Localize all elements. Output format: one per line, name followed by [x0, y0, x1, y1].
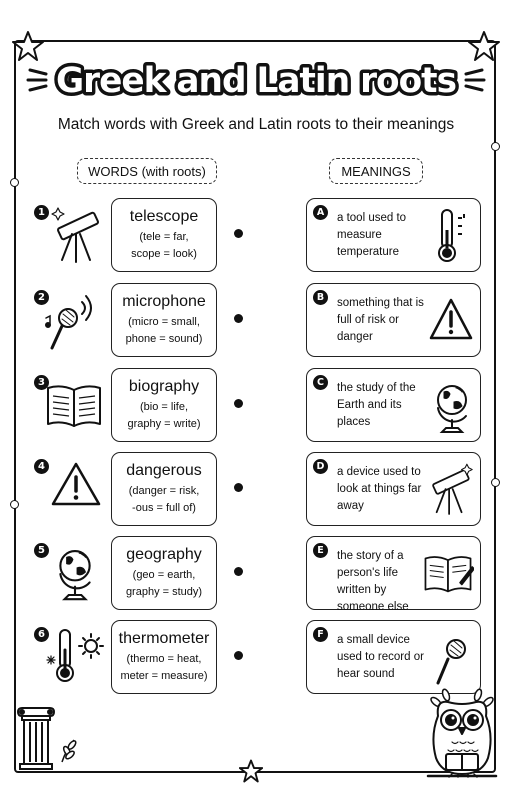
- border-dot: [10, 500, 19, 509]
- warning-sign-icon: [428, 296, 474, 344]
- meaning-card-f: [306, 620, 481, 694]
- word-text: thermometer: [118, 630, 210, 647]
- word-number: 6: [34, 627, 49, 642]
- match-point-word-4[interactable]: [234, 483, 243, 492]
- meaning-letter: A: [313, 205, 328, 220]
- border-dot: [491, 142, 500, 151]
- word-text: telescope: [129, 208, 199, 225]
- word-card-geography: [111, 536, 217, 610]
- word-number: 3: [34, 375, 49, 390]
- meaning-text: the study of the Earth and its places: [337, 382, 416, 428]
- meaning-card-c: [306, 368, 481, 442]
- globe-icon: [430, 376, 474, 436]
- words-column-header: WORDS (with roots): [77, 158, 217, 184]
- word-number: 5: [34, 543, 49, 558]
- word-roots: (geo = earth, graphy = study): [125, 569, 203, 598]
- word-card-dangerous: [111, 452, 217, 526]
- word-roots: (tele = far, scope = look): [131, 231, 197, 260]
- word-roots: (bio = life, graphy = write): [127, 401, 201, 430]
- meaning-card-d: [306, 452, 481, 526]
- meanings-column-header: MEANINGS: [329, 158, 423, 184]
- word-number: 1: [34, 205, 49, 220]
- word-card-microphone: [111, 283, 217, 357]
- globe-icon: [52, 540, 98, 604]
- word-card-biography: [111, 368, 217, 442]
- owl-icon: [424, 686, 500, 782]
- meaning-letter: F: [313, 627, 328, 642]
- title-banner: [0, 48, 512, 106]
- word-roots: (micro = small, phone = sound): [125, 316, 203, 345]
- meaning-letter: C: [313, 375, 328, 390]
- match-point-word-2[interactable]: [234, 314, 243, 323]
- word-number: 4: [34, 459, 49, 474]
- word-card-thermometer: [111, 620, 217, 694]
- word-number: 2: [34, 290, 49, 305]
- word-card-telescope: [111, 198, 217, 272]
- border-dot: [491, 478, 500, 487]
- meaning-text: the story of a person's life written by someone else: [337, 550, 409, 613]
- column-icon: [16, 706, 56, 770]
- meaning-text: a small device used to record or hear sound: [337, 634, 424, 680]
- telescope-icon: [426, 460, 474, 520]
- word-text: geography: [126, 546, 202, 563]
- page-title: Greek and Latin roots: [56, 61, 457, 101]
- meaning-text: something that is full of risk or danger: [337, 297, 424, 343]
- match-point-word-6[interactable]: [234, 651, 243, 660]
- star-icon: [239, 759, 263, 783]
- warning-sign-icon: [50, 460, 102, 510]
- microphone-icon: [40, 288, 104, 352]
- laurel-icon: [58, 736, 78, 764]
- word-text: microphone: [122, 293, 206, 310]
- microphone-icon: [430, 633, 474, 687]
- meaning-letter: D: [313, 459, 328, 474]
- meaning-card-e: [306, 536, 481, 613]
- open-book-icon: [422, 551, 474, 597]
- meaning-letter: E: [313, 543, 328, 558]
- border-dot: [10, 178, 19, 187]
- meaning-text: a device used to look at things far away: [337, 466, 422, 512]
- thermometer-icon: [44, 624, 104, 686]
- match-point-word-1[interactable]: [234, 229, 243, 238]
- telescope-icon: [50, 206, 104, 264]
- thermometer-icon: [430, 206, 474, 264]
- meaning-letter: B: [313, 290, 328, 305]
- match-point-word-3[interactable]: [234, 399, 243, 408]
- word-roots: (danger = risk, -ous = full of): [128, 485, 200, 514]
- match-point-word-5[interactable]: [234, 567, 243, 576]
- word-text: dangerous: [126, 462, 202, 479]
- meaning-text: a tool used to measure temperature: [337, 212, 407, 258]
- open-book-icon: [44, 380, 104, 432]
- instructions: Match words with Greek and Latin roots to their meanings: [57, 116, 455, 133]
- meaning-card-b: [306, 283, 481, 357]
- word-text: biography: [128, 378, 200, 395]
- word-roots: (thermo = heat, meter = measure): [120, 653, 208, 682]
- meaning-card-a: [306, 198, 481, 272]
